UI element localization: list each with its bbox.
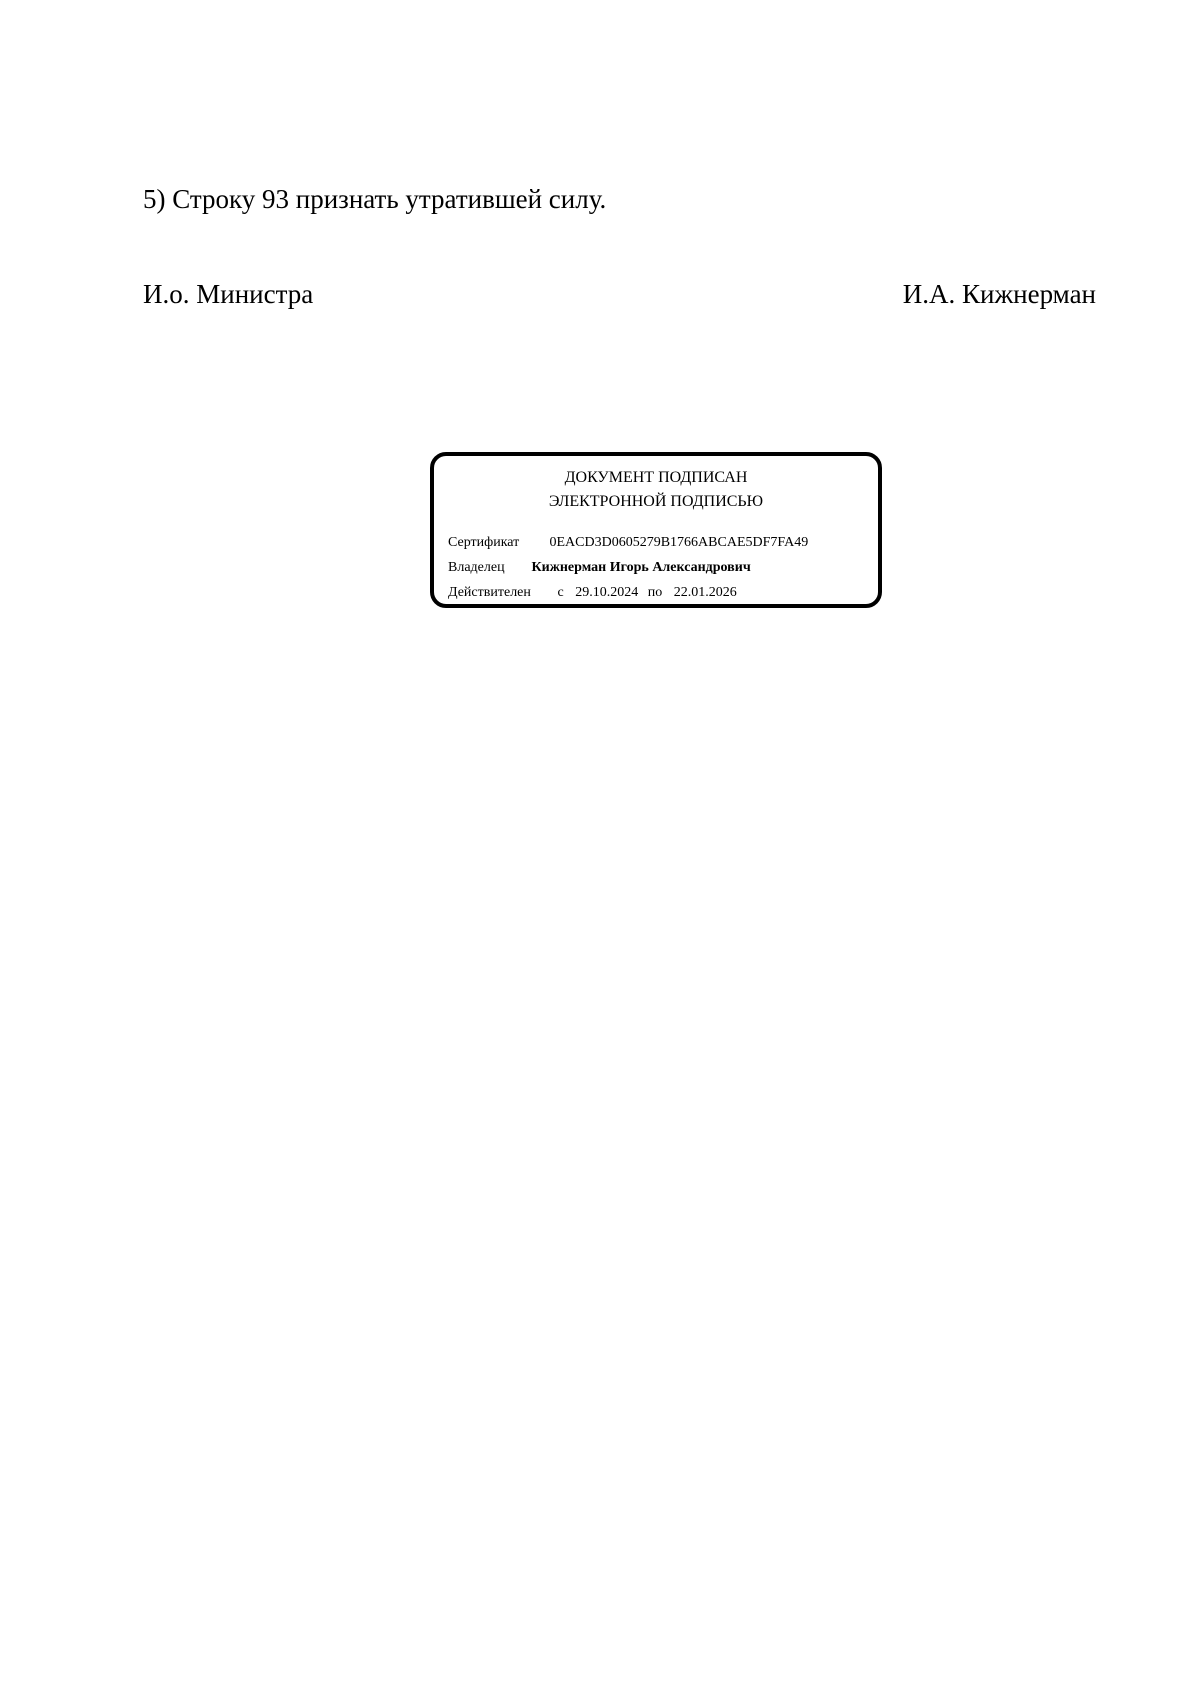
valid-to-prefix: по <box>647 585 663 600</box>
stamp-owner-row <box>448 558 751 578</box>
stamp-title-line-2: ЭЛЕКТРОННОЙ ПОДПИСЬЮ <box>548 493 764 510</box>
position-title: И.о. Министра <box>143 279 314 309</box>
certificate-value: 0EACD3D0605279B1766ABCAE5DF7FA49 <box>549 535 809 550</box>
item-5-text: 5) Строку 93 признать утратившей силу. <box>143 184 607 214</box>
valid-to-date: 22.01.2026 <box>673 585 737 600</box>
stamp-title <box>434 466 878 514</box>
stamp-title-line-1: ДОКУМЕНТ ПОДПИСАН <box>564 469 748 486</box>
valid-from-date: 29.10.2024 <box>575 585 639 600</box>
certificate-label: Сертификат <box>448 535 520 550</box>
owner-label: Владелец <box>448 560 505 575</box>
electronic-signature-stamp <box>430 452 882 608</box>
stamp-validity-row <box>448 583 737 603</box>
signature-block <box>143 276 1096 312</box>
signatory-name: И.А. Кижнерман <box>902 279 1096 309</box>
valid-from-prefix: с <box>557 585 564 600</box>
stamp-certificate-row <box>448 533 808 553</box>
owner-value: Кижнерман Игорь Александрович <box>531 560 751 575</box>
valid-label: Действителен <box>448 585 531 600</box>
